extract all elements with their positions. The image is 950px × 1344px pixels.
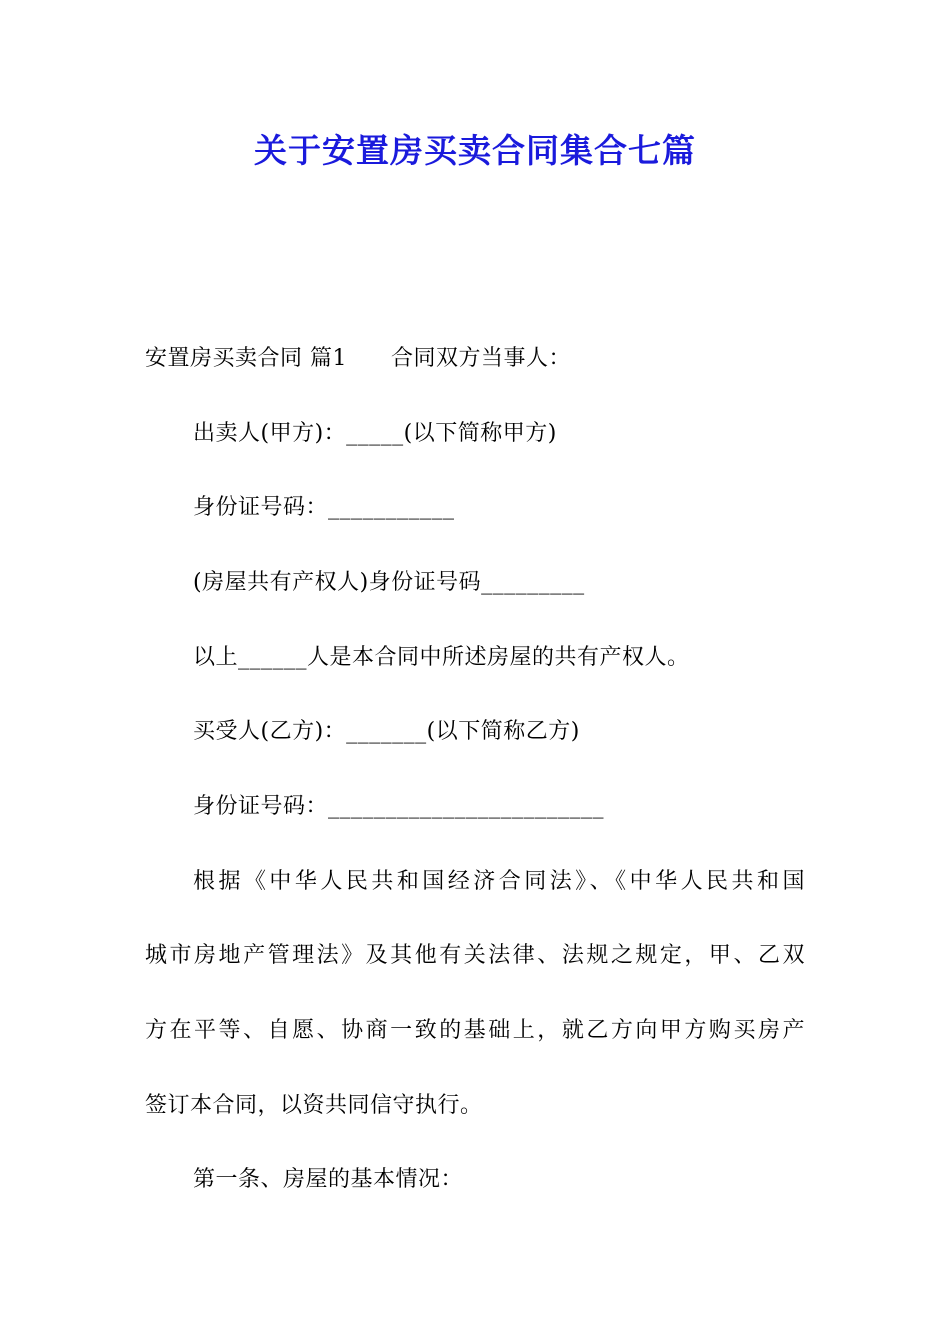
seller-id-line: 身份证号码：___________: [193, 495, 455, 520]
body-paragraph-line-2: 城市房地产管理法》及其他有关法律、法规之规定，甲、乙双: [145, 943, 805, 968]
buyer-id-line: 身份证号码：________________________: [193, 794, 605, 819]
document-title: 关于安置房买卖合同集合七篇: [254, 131, 696, 170]
section-heading-line: [145, 344, 571, 374]
parties-heading: 合同双方当事人：: [391, 346, 572, 371]
co-owners-line: 以上______人是本合同中所述房屋的共有产权人。: [193, 645, 690, 670]
body-paragraph-line-1: 根据《中华人民共和国经济合同法》、《中华人民共和国: [193, 869, 805, 894]
buyer-line: 买受人(乙方)：_______(以下简称乙方): [193, 719, 580, 744]
body-paragraph-line-4: 签订本合同，以资共同信守执行。: [145, 1093, 483, 1118]
body-paragraph-line-3: 方在平等、自愿、协商一致的基础上，就乙方向甲方购买房产: [145, 1018, 805, 1043]
section-heading: 安置房买卖合同 篇1: [145, 346, 347, 371]
seller-line: 出卖人(甲方)：_____(以下简称甲方): [193, 421, 557, 446]
article-one-heading: 第一条、房屋的基本情况：: [193, 1167, 464, 1192]
co-owner-id-line: (房屋共有产权人)身份证号码_________: [193, 570, 585, 595]
